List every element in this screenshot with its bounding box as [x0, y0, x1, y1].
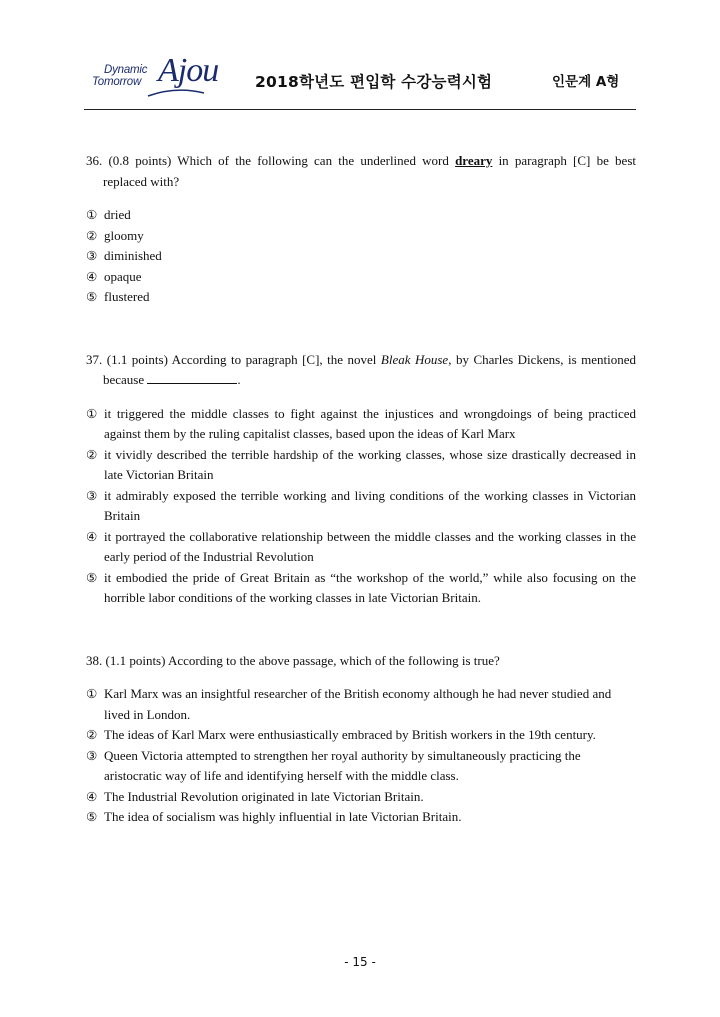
option-number: ③	[86, 747, 98, 763]
option-number: ⑤	[86, 569, 98, 585]
option-text: it triggered the middle classes to fight against the injustices and wrongdoings of being practiced against them by the ruling capitalist classes, based upon the ideas of Karl Marx	[104, 405, 636, 441]
option-number: ③	[86, 487, 98, 503]
option-number: ④	[86, 528, 98, 544]
question-37-options	[86, 404, 636, 609]
stem-text: 37. (1.1 points) According to paragraph [C], the novel	[86, 351, 381, 367]
answer-option[interactable]	[86, 226, 636, 247]
option-number: ④	[86, 268, 98, 284]
question-36	[86, 151, 636, 308]
stem-text: in paragraph [C] be best replaced with?	[103, 153, 636, 189]
option-number: ⑤	[86, 289, 98, 304]
option-text: it admirably exposed the terrible working and living conditions of the working classes in Victorian Britain	[104, 487, 636, 523]
answer-option[interactable]	[86, 684, 636, 725]
option-number: ②	[86, 727, 98, 742]
question-37-stem	[86, 350, 636, 391]
option-text: Karl Marx was an insightful researcher of the British economy although he had never studied and lived in London.	[104, 686, 612, 722]
answer-option[interactable]	[86, 267, 636, 288]
answer-option[interactable]	[86, 746, 636, 787]
option-number: ④	[86, 788, 98, 804]
answer-option[interactable]	[86, 807, 636, 828]
option-number: ②	[86, 227, 98, 243]
underlined-keyword: dreary	[455, 153, 493, 168]
ajou-logo	[88, 52, 218, 102]
option-number: ②	[86, 446, 98, 462]
answer-blank	[147, 371, 237, 384]
logo-swoosh-icon	[146, 88, 206, 98]
answer-option[interactable]	[86, 246, 636, 267]
option-number: ⑤	[86, 809, 98, 824]
answer-option[interactable]	[86, 527, 636, 568]
answer-option[interactable]	[86, 725, 636, 746]
exam-title: 2018학년도 편입학 수강능력시험	[255, 73, 493, 91]
header-divider	[84, 109, 636, 110]
option-number: ③	[86, 248, 98, 263]
question-37	[86, 350, 636, 609]
novel-title: Bleak House	[380, 351, 449, 367]
page-number: - 15 -	[344, 955, 376, 969]
exam-type: 인문계 A형	[552, 74, 620, 90]
question-38	[86, 651, 636, 828]
page-header	[0, 0, 720, 120]
answer-option[interactable]	[86, 205, 636, 226]
option-text: Queen Victoria attempted to strengthen her royal authority by simultaneously practicing the aristocratic way of life and identifying herself with the middle class.	[104, 747, 581, 783]
logo-dynamic-text: Dynamic	[104, 64, 148, 76]
question-content	[86, 138, 636, 828]
option-number: ①	[86, 405, 98, 421]
option-text: gloomy	[104, 227, 144, 243]
answer-option[interactable]	[86, 568, 636, 609]
answer-option[interactable]	[86, 404, 636, 445]
stem-text: , by Charles Dickens, is mentioned because	[103, 351, 637, 387]
answer-option[interactable]	[86, 287, 636, 308]
logo-brand-text: Ajou	[158, 52, 219, 89]
answer-option[interactable]	[86, 486, 636, 527]
question-36-stem	[86, 151, 636, 192]
option-number: ①	[86, 207, 98, 222]
option-text: opaque	[104, 268, 142, 284]
option-text: it vividly described the terrible hardship of the working classes, whose size drastically decreased in late Victorian Britain	[104, 446, 636, 482]
stem-text: 36. (0.8 points) Which of the following can the underlined word	[86, 153, 456, 168]
option-text: flustered	[104, 289, 150, 304]
option-text: it portrayed the collaborative relationship between the middle classes and the working classes in the early period of the Industrial Revolution	[104, 528, 636, 564]
option-text: it embodied the pride of Great Britain as “the workshop of the world,” while also focusing on the horrible labor conditions of the working classes in late Victorian Britain.	[104, 569, 636, 605]
option-text: The ideas of Karl Marx were enthusiastically embraced by British workers in the 19th century.	[104, 727, 596, 742]
question-38-options	[86, 684, 636, 828]
option-text: The idea of socialism was highly influential in late Victorian Britain.	[104, 809, 462, 824]
stem-text: .	[237, 372, 241, 387]
option-text: The Industrial Revolution originated in late Victorian Britain.	[104, 788, 424, 804]
option-text: diminished	[104, 248, 162, 263]
option-number: ①	[86, 686, 98, 701]
logo-tomorrow-text: Tomorrow	[92, 76, 142, 88]
option-text: dried	[104, 207, 131, 222]
answer-option[interactable]	[86, 787, 636, 808]
question-38-stem: 38. (1.1 points) According to the above passage, which of the following is true?	[86, 652, 500, 668]
question-36-options	[86, 205, 636, 308]
answer-option[interactable]	[86, 445, 636, 486]
